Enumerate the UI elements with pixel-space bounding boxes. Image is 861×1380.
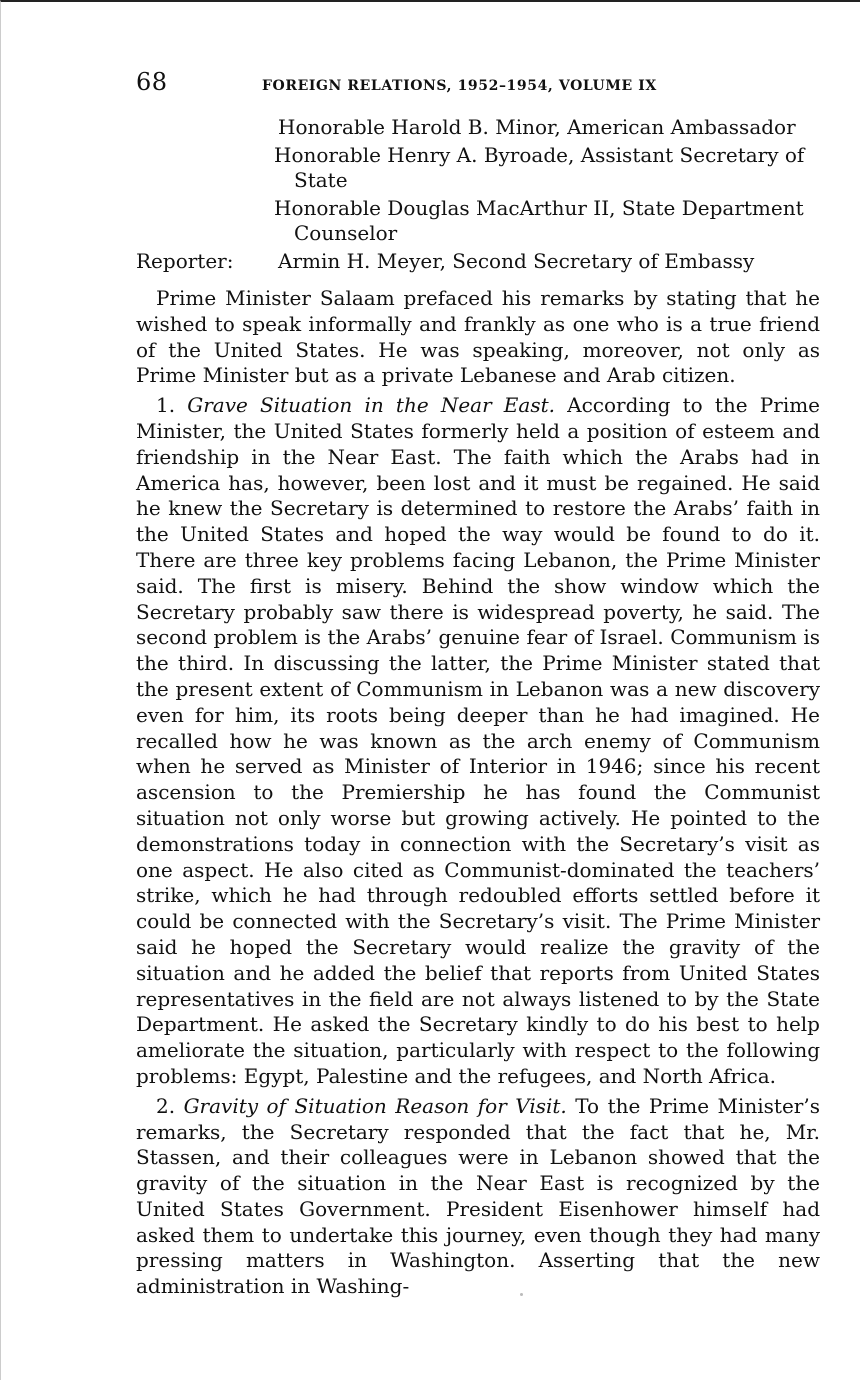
page-number: 68 xyxy=(136,68,168,96)
reporter-label: Reporter: xyxy=(136,248,234,273)
memo-body xyxy=(136,286,820,1304)
running-head xyxy=(136,68,826,102)
section-2-number: 2. xyxy=(156,1093,176,1118)
section-2-title: Gravity of Situation Reason for Visit. xyxy=(183,1093,567,1118)
reporter-row xyxy=(136,249,826,275)
paragraph-section-2 xyxy=(136,1094,820,1300)
running-title: FOREIGN RELATIONS, 1952–1954, VOLUME IX xyxy=(262,78,657,94)
section-1-number: 1. xyxy=(156,393,176,418)
participant-minor: Honorable Harold B. Minor, American Ambassador xyxy=(278,115,796,139)
section-2-text: To the Prime Minister’s remarks, the Secretary responded that the fact that he, Mr. Stassen, and their colleagues were in Lebanon showed that the gravity of the situation in the Near East is recognized by the United States Government. President Eisenhower himself had asked them to undertake this journey, even though they had many pressing matters in Washington. Asserting that the new administration in Washing- xyxy=(136,1093,820,1299)
section-1-title: Grave Situation in the Near East. xyxy=(187,393,555,418)
paragraph-intro-text: Prime Minister Salaam prefaced his remarks by stating that he wished to speak informally and frankly as one who is a true friend of the United States. He was speaking, moreover, not only as Prime Minister but as a private Lebanese and Arab citizen. xyxy=(136,286,820,388)
participant-macarthur: Honorable Douglas MacArthur II, State Department Counselor xyxy=(274,195,804,245)
paragraph-intro xyxy=(136,286,820,389)
scan-speck xyxy=(520,1293,523,1296)
participants-list xyxy=(136,115,826,274)
participant-byroade: Honorable Henry A. Byroade, Assistant Secretary of State xyxy=(274,142,805,192)
section-1-text: According to the Prime Minister, the United States formerly held a position of esteem and friendship in the Near East. The faith which the Arabs had in America has, however, been lost and it must be regained. He said he knew the Secretary is determined to restore the Arabs’ faith in the United States and hoped the way would be found to do it. There are three key problems facing Lebanon, the Prime Minister said. The first is misery. Behind the show window which the Secretary probably saw there is widespread poverty, he said. The second problem is the Arabs’ genuine fear of Israel. Communism is the third. In discussing the latter, the Prime Minister stated that the present extent of Communism in Lebanon was a new discovery even for him, its roots being deeper than he had imagined. He recalled how he was known as the arch enemy of Communism when he served as Minister of Interior in 1946; since his recent ascension to the Premiership he has found the Communist situation not only worse but growing actively. He pointed to the demonstrations today in connection with the Secretary’s visit as one aspect. He also cited as Communist-dominated the teachers’ strike, which he had through redoubled efforts settled before it could be connected with the Secretary’s visit. The Prime Minister said he hoped the Secretary would realize the gravity of the situation and he added the belief that reports from United States representatives in the field are not always listened to by the State Department. He asked the Secretary kindly to do his best to help ameliorate the situation, particularly with respect to the following problems: Egypt, Palestine and the refugees, and North Africa. xyxy=(136,393,821,1088)
reporter-name: Armin H. Meyer, Second Secretary of Embassy xyxy=(278,248,755,273)
paragraph-section-1 xyxy=(136,393,820,1090)
